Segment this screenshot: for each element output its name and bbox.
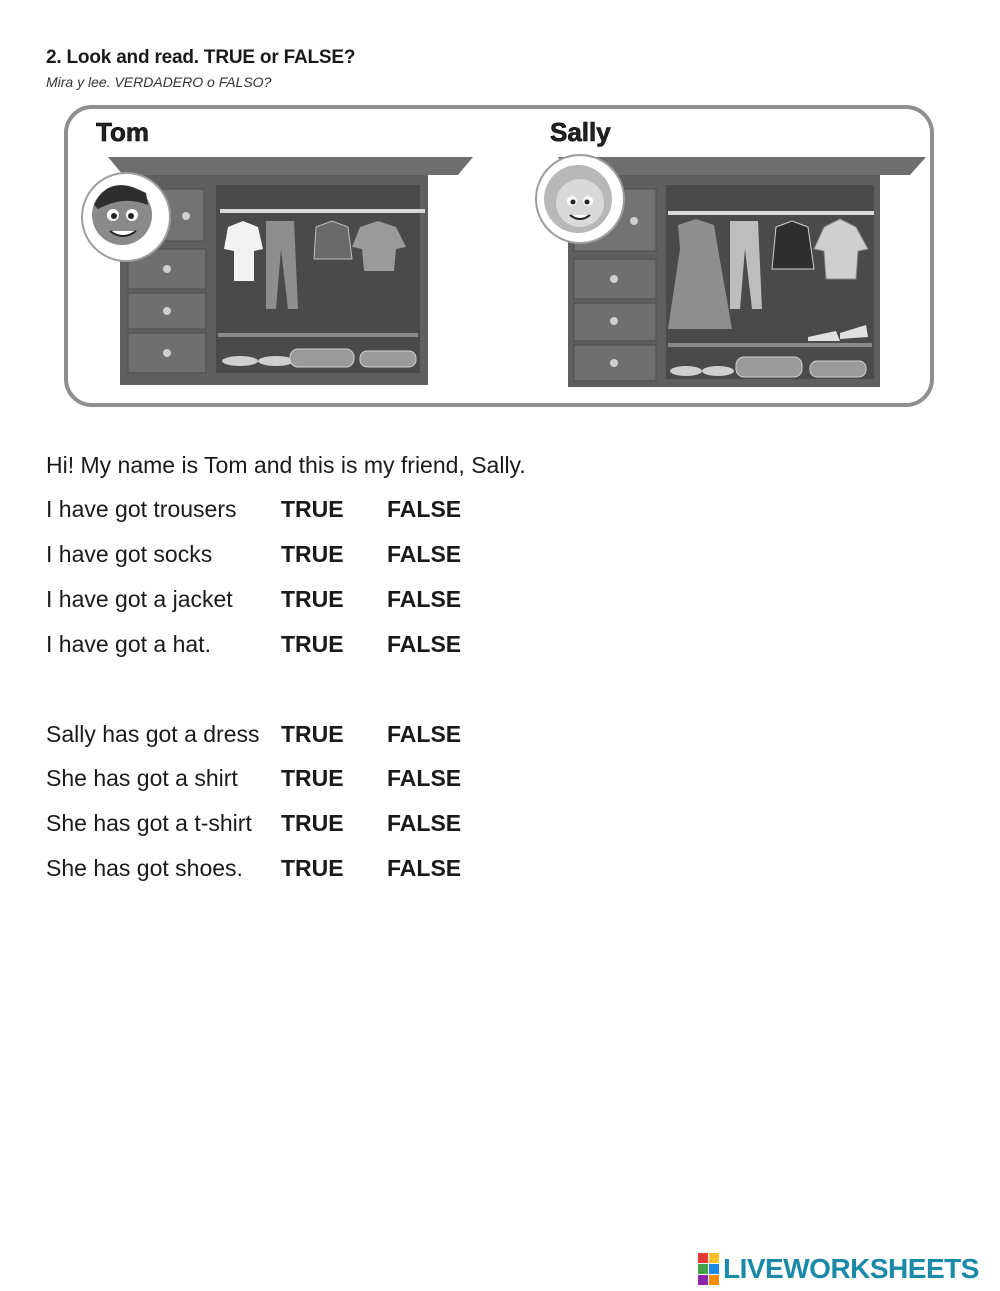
statement-text: I have got a hat. bbox=[46, 631, 211, 657]
intro-sentence: Hi! My name is Tom and this is my friend, Sally. bbox=[46, 452, 526, 478]
statement-text: Sally has got a dress bbox=[46, 721, 260, 747]
statement-text: I have got trousers bbox=[46, 496, 237, 522]
statement-text: I have got socks bbox=[46, 541, 213, 567]
exercise-heading: 2. Look and read. TRUE or FALSE? bbox=[46, 47, 356, 68]
statement-text: She has got shoes. bbox=[46, 855, 243, 881]
true-option[interactable]: TRUE bbox=[281, 765, 344, 791]
false-option[interactable]: FALSE bbox=[387, 855, 462, 881]
false-option[interactable]: FALSE bbox=[387, 631, 462, 657]
false-option[interactable]: FALSE bbox=[387, 765, 462, 791]
exercise-subheading: Mira y lee. VERDADERO o FALSO? bbox=[46, 74, 272, 90]
statement-text: She has got a shirt bbox=[46, 765, 238, 791]
sally-wardrobe-illustration bbox=[518, 109, 934, 404]
false-option[interactable]: FALSE bbox=[387, 810, 462, 836]
true-option[interactable]: TRUE bbox=[281, 810, 344, 836]
true-option[interactable]: TRUE bbox=[281, 855, 344, 881]
true-option[interactable]: TRUE bbox=[281, 496, 344, 522]
statement-text: I have got a jacket bbox=[46, 586, 233, 612]
sally-label: Sally bbox=[550, 117, 611, 147]
tom-label: Tom bbox=[96, 117, 149, 147]
liveworksheets-logo[interactable] bbox=[698, 1253, 979, 1285]
false-option[interactable]: FALSE bbox=[387, 721, 462, 747]
brand-name: LIVEWORKSHEETS bbox=[723, 1253, 979, 1284]
false-option[interactable]: FALSE bbox=[387, 541, 462, 567]
statement-text: She has got a t-shirt bbox=[46, 810, 252, 836]
wardrobe-picture bbox=[64, 105, 934, 407]
tom-wardrobe-illustration bbox=[68, 109, 488, 404]
false-option[interactable]: FALSE bbox=[387, 496, 462, 522]
brand-blocks-icon bbox=[698, 1253, 719, 1285]
true-option[interactable]: TRUE bbox=[281, 541, 344, 567]
true-option[interactable]: TRUE bbox=[281, 631, 344, 657]
false-option[interactable]: FALSE bbox=[387, 586, 462, 612]
true-option[interactable]: TRUE bbox=[281, 721, 344, 747]
true-option[interactable]: TRUE bbox=[281, 586, 344, 612]
